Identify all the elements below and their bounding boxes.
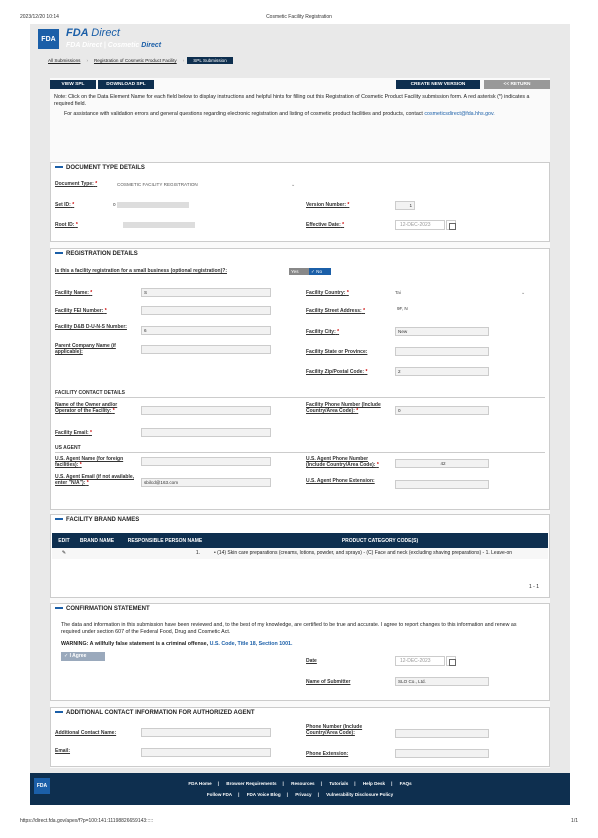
return-button[interactable]: << RETURN <box>484 80 550 89</box>
document-type-label[interactable]: Document Type: * <box>55 181 98 187</box>
contact-details-header: FACILITY CONTACT DETAILS <box>55 390 125 396</box>
fei-number-field[interactable] <box>141 306 271 315</box>
calendar-icon[interactable] <box>446 656 456 666</box>
facility-name-field[interactable]: S <box>141 288 271 297</box>
breadcrumb-registration[interactable]: Registration of Cosmetic Product Facility <box>93 57 177 63</box>
page <box>30 24 570 805</box>
calendar-icon[interactable] <box>446 220 456 230</box>
us-agent-name-label[interactable]: U.S. Agent Name (for foreign facilities): * <box>55 456 124 468</box>
brand-name-cell <box>76 548 118 559</box>
section-title: CONFIRMATION STATEMENT <box>55 606 150 612</box>
us-code-link[interactable]: U.S. Code, Title 18, Section 1001. <box>209 641 293 647</box>
additional-phone-label[interactable]: Phone Number (Include Country/Area Code): <box>306 724 363 736</box>
note-assistance: For assistance with validation errors and general questions regarding electronic registration and listing of cosmetic product facilities and products, contact <box>64 111 423 117</box>
section-title: REGISTRATION DETAILS <box>55 251 138 257</box>
main-content <box>50 78 550 768</box>
footer-links-row1: FDA Home | Browser Requirements | Resources | Tutorials | Help Desk | FAQs <box>188 781 412 786</box>
us-agent-header: US AGENT <box>55 445 81 451</box>
date-label[interactable]: Date <box>306 658 317 664</box>
document-type-select[interactable]: COSMETIC FACILITY REGISTRATION <box>117 182 198 187</box>
footer-link-follow-fda[interactable]: Follow FDA <box>206 792 233 797</box>
footer-link-faqs[interactable]: FAQs <box>399 781 412 786</box>
additional-contact-name-label[interactable]: Additional Contact Name: <box>55 730 117 736</box>
effective-date-field[interactable]: 12-DEC-2023 <box>395 220 445 230</box>
root-id-label[interactable]: Root ID: * <box>55 222 78 228</box>
additional-contact-name-field[interactable] <box>141 728 271 737</box>
divider <box>55 397 545 398</box>
print-datetime: 2023/12/20 10:14 <box>20 14 59 20</box>
section-title: FACILITY BRAND NAMES <box>55 517 139 523</box>
facility-phone-field[interactable]: 0 <box>395 406 489 415</box>
submitter-name-label[interactable]: Name of Submitter <box>306 679 351 685</box>
print-footer <box>20 818 578 826</box>
duns-label[interactable]: Facility D&B D-U-N-S Number: <box>55 324 127 330</box>
warning-text: WARNING: A willfully false statement is a criminal offense, U.S. Code, Title 18, Section 1001. <box>61 641 293 647</box>
chevron-down-icon: ⌄ <box>521 290 526 296</box>
download-spl-button[interactable]: DOWNLOAD SPL <box>98 80 154 89</box>
facility-city-field[interactable]: New <box>395 327 489 336</box>
small-business-no[interactable]: ✓ No <box>309 268 331 275</box>
footer-fda-logo[interactable]: FDA <box>34 778 50 794</box>
version-number-field[interactable]: 1 <box>395 201 415 210</box>
column-header-codes: PRODUCT CATEGORY CODE(S) <box>212 533 548 548</box>
facility-name-label[interactable]: Facility Name: * <box>55 290 93 296</box>
footer-link-resources[interactable]: Resources <box>291 781 315 786</box>
small-business-label[interactable]: Is this a facility registration for a small business (optional registration)?: <box>55 268 227 274</box>
check-icon: ✓ <box>64 653 69 659</box>
us-agent-extension-label[interactable]: U.S. Agent Phone Extension: <box>306 478 375 484</box>
section-marker <box>55 166 63 168</box>
facility-phone-label[interactable]: Facility Phone Number (Include Country/Area Code): * <box>306 402 381 414</box>
additional-email-label[interactable]: Email: <box>55 748 71 754</box>
facility-city-label[interactable]: Facility City: * <box>306 329 340 335</box>
table-header-row <box>52 533 548 548</box>
facility-country-select[interactable]: Tai <box>395 290 401 295</box>
column-header-edit: EDIT <box>52 533 76 548</box>
confirmation-statement: The data and information in this submission have been reviewed and, to the best of my knowledge, are certified to be true and accurate. I agree to report changes to this information and renew as required under section 607 of the Federal Food, Drug and Cosmetic Act. <box>61 622 517 635</box>
additional-contact-section <box>50 707 550 767</box>
responsible-person-cell: 1. <box>195 550 200 557</box>
view-spl-button[interactable]: VIEW SPL <box>50 80 96 89</box>
set-id-field[interactable]: 0 <box>111 201 231 210</box>
fda-logo[interactable]: FDA <box>38 29 59 49</box>
us-agent-phone-label[interactable]: U.S. Agent Phone Number (Include Country/Area Code): * <box>306 456 379 468</box>
owner-operator-label[interactable]: Name of the Owner and/or Operator of the Facility: * <box>55 402 118 414</box>
registration-section <box>50 248 550 510</box>
footer-link-privacy[interactable]: Privacy <box>295 792 312 797</box>
section-marker <box>55 711 63 713</box>
print-page-number: 1/1 <box>571 818 578 824</box>
footer-link-vulnerability[interactable]: Vulnerability Disclosure Policy <box>326 792 394 797</box>
brand-names-table <box>52 533 548 559</box>
section-marker <box>55 518 63 520</box>
us-agent-phone-field[interactable]: 42 <box>395 459 489 468</box>
section-title: DOCUMENT TYPE DETAILS <box>55 165 145 171</box>
site-footer <box>30 773 570 805</box>
brand-names-section <box>50 514 550 598</box>
street-address-field[interactable]: 9F, N <box>395 305 490 314</box>
support-email-link[interactable]: cosmeticsdirect@fda.hhs.gov. <box>424 111 495 117</box>
breadcrumb-separator: › <box>182 57 185 63</box>
us-agent-email-label[interactable]: U.S. Agent Email (if not available, enter "N/A"): * <box>55 474 134 486</box>
footer-link-tutorials[interactable]: Tutorials <box>329 781 349 786</box>
column-header-brand: BRAND NAME <box>76 533 118 548</box>
parent-company-field[interactable] <box>141 345 271 354</box>
section-marker <box>55 607 63 609</box>
section-marker <box>55 252 63 254</box>
fda-direct-title: FDA Direct <box>66 27 120 39</box>
chevron-down-icon: ⌄ <box>291 182 296 188</box>
footer-link-fda-home[interactable]: FDA Home <box>188 781 212 786</box>
state-province-label[interactable]: Facility State or Province: <box>306 349 368 355</box>
root-id-field[interactable] <box>117 221 237 230</box>
category-codes-cell: • (14) Skin care preparations (creams, lotions, powder, and sprays) - (C) Face and neck (excluding shaving preparations) - 1. Leave-on <box>214 550 513 556</box>
banner <box>30 24 570 68</box>
section-title: ADDITIONAL CONTACT INFORMATION FOR AUTHORIZED AGENT <box>55 710 255 716</box>
additional-phone-field[interactable] <box>395 729 489 738</box>
divider <box>55 452 545 453</box>
set-id-label[interactable]: Set ID: * <box>55 202 75 208</box>
check-icon: ✓ <box>311 269 315 274</box>
print-url: https://direct.fda.gov/apex/f?p=100:141:11198826659143::::: <box>20 818 154 824</box>
effective-date-label[interactable]: Effective Date: * <box>306 222 345 228</box>
table-row <box>52 548 548 559</box>
facility-email-label[interactable]: Facility Email: * <box>55 430 92 436</box>
confirmation-section <box>50 603 550 701</box>
facility-country-label[interactable]: Facility Country: * <box>306 290 349 296</box>
instructions-note <box>50 92 550 134</box>
column-header-person: RESPONSIBLE PERSON NAME <box>118 533 212 548</box>
breadcrumb-separator: › <box>86 57 88 63</box>
additional-extension-label[interactable]: Phone Extension: <box>306 751 349 757</box>
zip-code-label[interactable]: Facility Zip/Postal Code: * <box>306 369 368 375</box>
facility-email-field[interactable] <box>141 428 271 437</box>
print-title: Cosmetic Facility Registration <box>266 14 332 20</box>
create-new-version-button[interactable]: CREATE NEW VERSION <box>396 80 480 89</box>
small-business-yes[interactable]: Yes <box>289 268 311 275</box>
additional-extension-field[interactable] <box>395 749 489 758</box>
breadcrumb <box>45 56 233 64</box>
breadcrumb-current: SPL Submission <box>187 57 233 64</box>
zip-code-field[interactable]: 2 <box>395 367 489 376</box>
print-header <box>20 14 578 22</box>
us-agent-email-field[interactable]: sbilcd@163.com <box>141 478 271 487</box>
edit-icon[interactable]: ✎ <box>61 550 67 557</box>
fei-number-label[interactable]: Facility FEI Number: * <box>55 308 107 314</box>
footer-links-row2: Follow FDA | FDA Voice Blog | Privacy | Vulnerability Disclosure Policy <box>206 792 394 797</box>
version-number-label[interactable]: Version Number: * <box>306 202 350 208</box>
footer-link-voice-blog[interactable]: FDA Voice Blog <box>246 792 281 797</box>
street-address-label[interactable]: Facility Street Address: * <box>306 308 366 314</box>
us-agent-name-field[interactable] <box>141 457 271 466</box>
confirmation-date-field[interactable]: 12-DEC-2023 <box>395 656 445 666</box>
footer-link-help-desk[interactable]: Help Desk <box>362 781 386 786</box>
additional-email-field[interactable] <box>141 748 271 757</box>
duns-field[interactable]: 6 <box>141 326 271 335</box>
footer-link-browser-requirements[interactable]: Browser Requirements <box>226 781 277 786</box>
submitter-name-field[interactable]: SLO Co., Ltd. <box>395 677 489 686</box>
document-type-section <box>50 162 550 242</box>
pagination: 1 - 1 <box>528 584 539 590</box>
banner-subtitle: FDA Direct | Cosmetic Direct <box>66 42 162 49</box>
breadcrumb-all-submissions[interactable]: All Submissions <box>48 57 81 63</box>
note-text: Note: Click on the Data Element Name for each field below to display instructions and helpful hints for filling out this Registration of Cosmetic Product Facility submission form. A red asterisk (*) indicates a required field. <box>54 94 530 107</box>
i-agree-checkbox[interactable]: ✓ I Agree <box>61 652 105 661</box>
parent-company-label[interactable]: Parent Company Name (if applicable): <box>55 343 116 355</box>
owner-operator-field[interactable] <box>141 406 271 415</box>
state-province-field[interactable] <box>395 347 489 356</box>
us-agent-extension-field[interactable] <box>395 480 489 489</box>
